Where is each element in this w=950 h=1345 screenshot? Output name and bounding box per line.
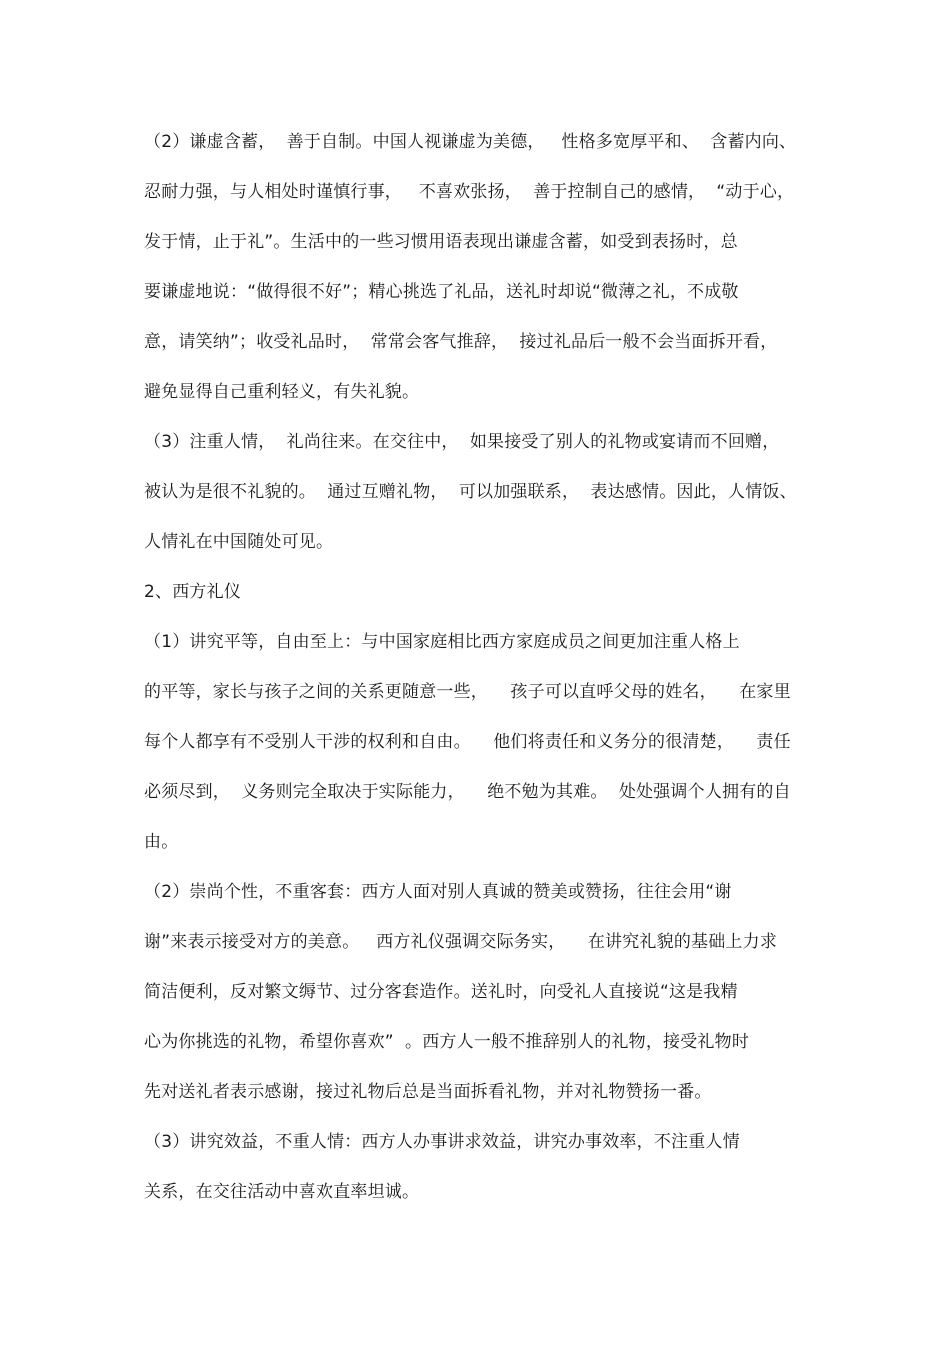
text-line: （2）崇尚个性，不重客套：西方人面对别人真诚的赞美或赞扬，往往会用“谢 (144, 882, 732, 902)
text-line: 先对送礼者表示感谢，接过礼物后总是当面拆看礼物，并对礼物赞扬一番。 (144, 1082, 712, 1102)
text-line: 忍耐力强，与人相处时谨慎行事， 不喜欢张扬， 善于控制自己的感情， “动于心， (144, 182, 795, 202)
text-line: 必须尽到， 义务则完全取决于实际能力， 绝不勉为其难。 处处强调个人拥有的自 (144, 782, 791, 802)
text-line: 心为你挑选的礼物，希望你喜欢” 。西方人一般不推辞别人的礼物，接受礼物时 (144, 1032, 750, 1052)
text-line: （1）讲究平等，自由至上：与中国家庭相比西方家庭成员之间更加注重人格上 (144, 632, 740, 652)
text-line: 要谦虚地说：“做得很不好”；精心挑选了礼品，送礼时却说“微薄之礼，不成敬 (144, 282, 739, 302)
text-line: 意，请笑纳”；收受礼品时， 常常会客气推辞， 接过礼品后一般不会当面拆开看， (144, 332, 778, 352)
text-line: 被认为是很不礼貌的。 通过互赠礼物， 可以加强联系， 表达感情。因此，人情饭、 (144, 482, 797, 502)
text-line: 关系，在交往活动中喜欢直率坦诚。 (144, 1182, 420, 1202)
section-heading: 2、西方礼仪 (144, 582, 242, 602)
text-line: （3）注重人情， 礼尚往来。在交往中， 如果接受了别人的礼物或宴请而不回赠， (144, 432, 780, 452)
text-line: 简洁便利，反对繁文缛节、过分客套造作。送礼时，向受礼人直接说“这是我精 (144, 982, 738, 1002)
text-line: 人情礼在中国随处可见。 (144, 532, 334, 552)
text-line: （2）谦虚含蓄， 善于自制。中国人视谦虚为美德， 性格多宽厚平和、 含蓄内向、 (144, 132, 797, 152)
text-line: 谢”来表示接受对方的美意。 西方礼仪强调交际务实， 在讲究礼貌的基础上力求 (144, 932, 778, 952)
text-line: 发于情，止于礼”。生活中的一些习惯用语表现出谦虚含蓄，如受到表扬时，总 (144, 232, 738, 252)
text-line: 每个人都享有不受别人干涉的权利和自由。 他们将责任和义务分的很清楚， 责任 (144, 732, 791, 752)
text-line: 由。 (144, 832, 179, 852)
text-line: 避免显得自己重利轻义，有失礼貌。 (144, 382, 420, 402)
text-line: （3）讲究效益，不重人情：西方人办事讲求效益，讲究办事效率，不注重人情 (144, 1132, 740, 1152)
text-line: 的平等，家长与孩子之间的关系更随意一些， 孩子可以直呼父母的姓名， 在家里 (144, 682, 791, 702)
